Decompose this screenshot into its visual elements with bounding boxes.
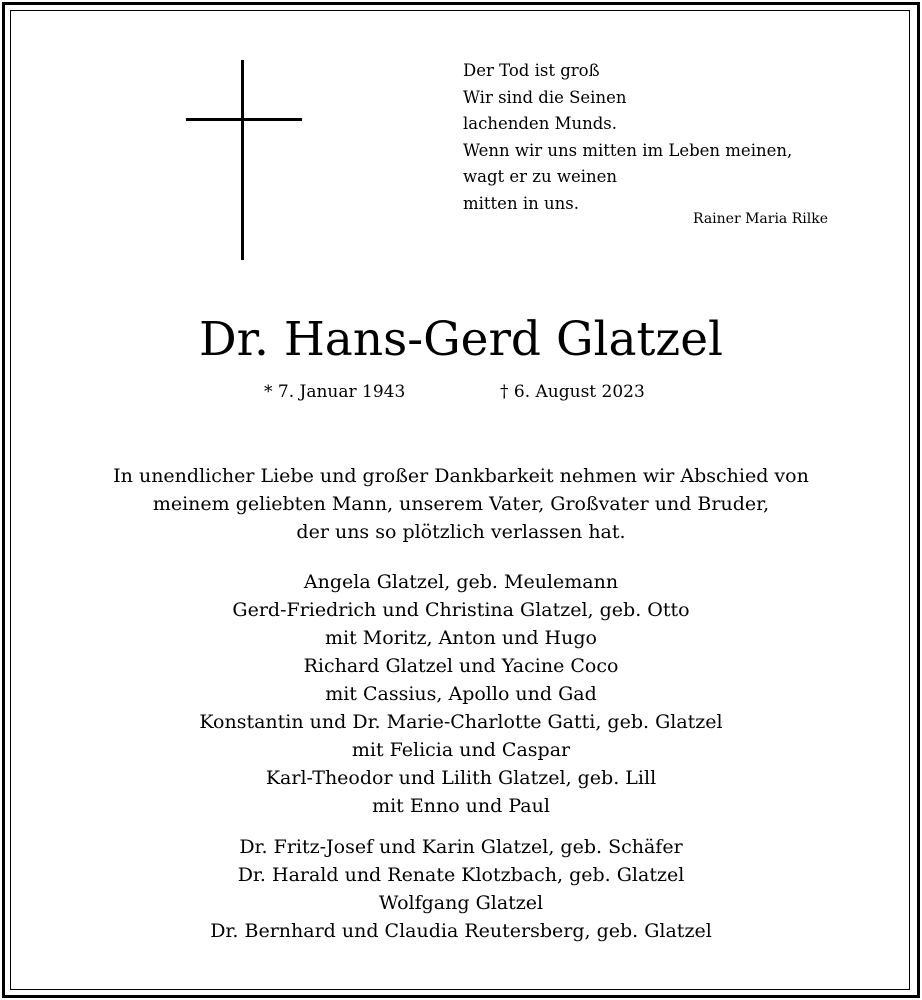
family-list	[0, 568, 922, 820]
relatives-list	[0, 833, 922, 945]
family-line: mit Cassius, Apollo und Gad	[325, 683, 597, 705]
deceased-name: Dr. Hans-Gerd Glatzel	[198, 312, 724, 367]
cross-vertical-bar	[241, 60, 244, 260]
poem-author: Rainer Maria Rilke	[692, 211, 828, 227]
family-line: mit Enno und Paul	[372, 795, 550, 817]
family-line: Karl-Theodor und Lilith Glatzel, geb. Lill	[265, 767, 657, 789]
poem-line: wagt er zu weinen	[463, 167, 618, 186]
relative-line: Dr. Fritz-Josef und Karin Glatzel, geb. Schäfer	[239, 836, 683, 858]
cross-horizontal-bar	[186, 118, 302, 121]
cross-icon	[186, 60, 302, 260]
family-line: Gerd-Friedrich und Christina Glatzel, geb. Otto	[232, 599, 690, 621]
poem-line: lachenden Munds.	[463, 114, 617, 133]
farewell-message	[0, 462, 922, 546]
relative-line: Wolfgang Glatzel	[378, 892, 544, 914]
family-line: mit Moritz, Anton und Hugo	[325, 627, 597, 649]
poem-line: Wir sind die Seinen	[463, 87, 627, 107]
message-line: der uns so plötzlich verlassen hat.	[296, 521, 626, 543]
poem-line: Der Tod ist groß	[463, 61, 600, 80]
relative-line: Dr. Bernhard und Claudia Reutersberg, geb. Glatzel	[210, 920, 712, 942]
relative-line: Dr. Harald und Renate Klotzbach, geb. Glatzel	[237, 864, 685, 886]
family-line: Konstantin und Dr. Marie-Charlotte Gatti, geb. Glatzel	[199, 711, 723, 733]
family-line: mit Felicia und Caspar	[351, 739, 571, 761]
message-line: meinem geliebten Mann, unserem Vater, Großvater und Bruder,	[152, 493, 770, 515]
poem	[463, 58, 792, 217]
death-date: † 6. August 2023	[500, 382, 645, 402]
poem-line: mitten in uns.	[463, 193, 579, 213]
message-line: In unendlicher Liebe und großer Dankbarkeit nehmen wir Abschied von	[113, 465, 809, 487]
poem-line: Wenn wir uns mitten im Leben meinen,	[463, 140, 793, 160]
family-line: Richard Glatzel und Yacine Coco	[303, 655, 619, 677]
birth-date: * 7. Januar 1943	[264, 382, 406, 402]
family-line: Angela Glatzel, geb. Meulemann	[303, 571, 619, 593]
